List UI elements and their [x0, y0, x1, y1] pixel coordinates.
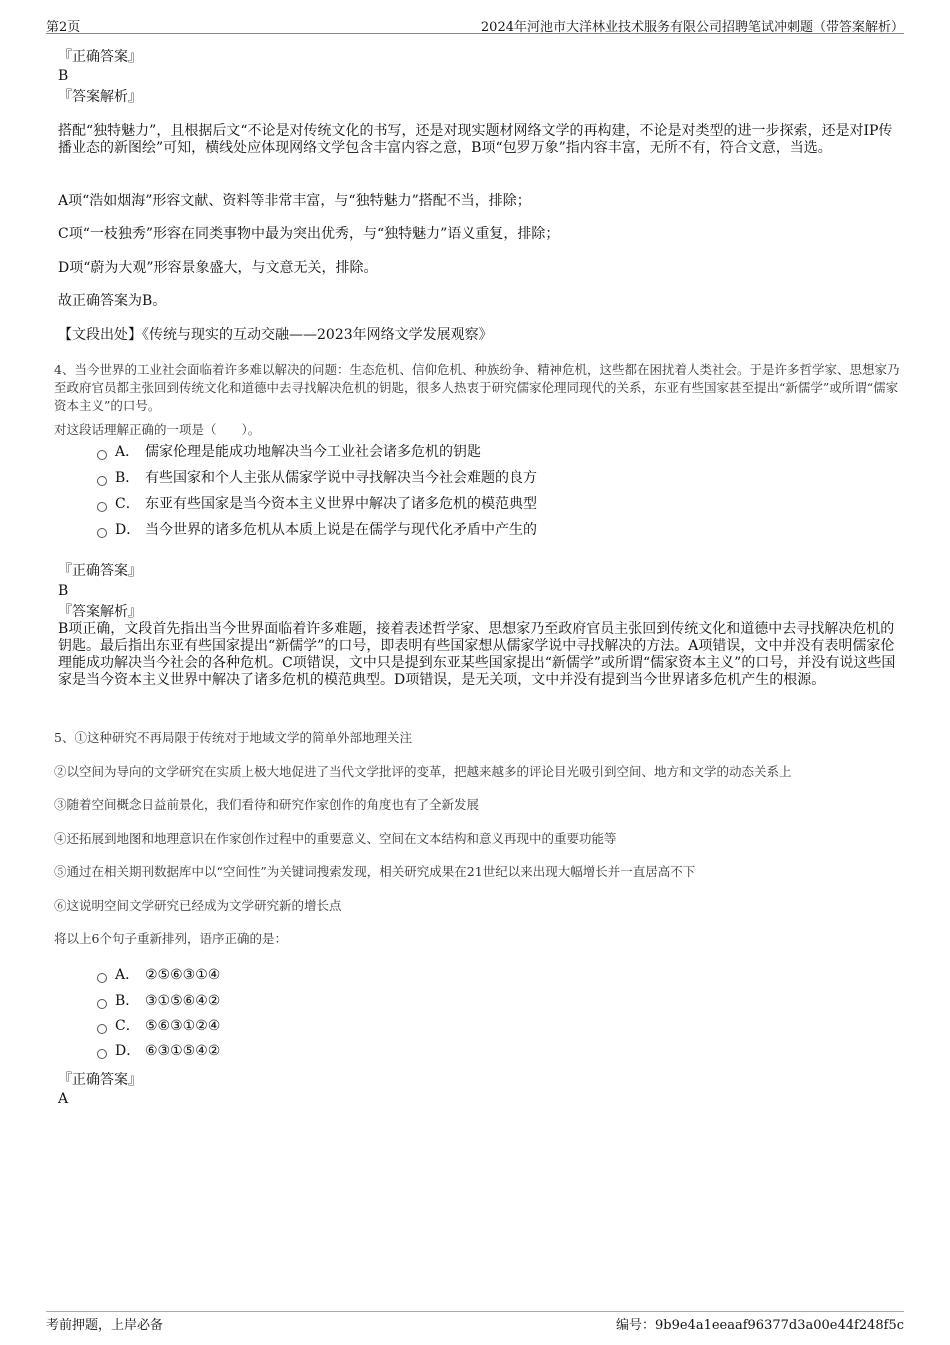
answer-value: B — [58, 68, 69, 84]
analysis-paragraph: B项正确，文段首先指出当今世界面临着许多难题，接着表述哲学家、思想家乃至政府官员主张回到传统文化和道德中去寻找解决危机的钥匙。最后指出东亚有些国家提出“新儒学”的口号，即表明有些国家想从儒家学说中寻找解决的方法。A项错误，文中并没有表明儒家伦理能成功解决当今社会的各种危机。C项错误，文中只是提到东亚某些国家提出“新儒学”或所谓“儒家资本主义”的口号，并没有说这些国家是当今资本主义世界中解决了诸多危机的模范典型。D项错误，是无关项，文中并没有提到当今世界诸多危机产生的根源。 — [58, 621, 896, 688]
radio-icon[interactable] — [97, 450, 107, 460]
question-4-stem: 4、当今世界的工业社会面临着许多难以解决的问题：生态危机、信仰危机、种族纷争、精神危机，这些都在困扰着人类社会。于是许多哲学家、思想家乃至政府官员都主张回到传统文化和道德中去寻找解决危机的钥匙，很多人热衷于研究儒家伦理同现代的关系，东亚有些国家甚至提出“新儒学”或所谓“儒家资本主义”的口号。 — [54, 362, 900, 413]
question-5-sentence-6: ⑥这说明空间文学研究已经成为文学研究新的增长点 — [54, 898, 342, 913]
answer-label: 『正确答案』 — [58, 49, 142, 65]
question-5-sentence-3: ③随着空间概念日益前景化，我们看待和研究作家创作的角度也有了全新发展 — [54, 797, 480, 812]
question-5-prompt: 将以上6个句子重新排列，语序正确的是： — [54, 931, 287, 946]
radio-icon[interactable] — [97, 502, 107, 512]
answer-label: 『正确答案』 — [58, 563, 142, 579]
q5-option-b[interactable]: B． ③①⑤⑥④② — [97, 992, 220, 1010]
analysis-option-a: A项“浩如烟海”形容文献、资料等非常丰富，与“独特魅力”搭配不当，排除； — [58, 193, 531, 209]
answer-label: 『正确答案』 — [58, 1072, 142, 1088]
source-citation: 【文段出处】《传统与现实的互动交融——2023年网络文学发展观察》 — [58, 327, 493, 343]
analysis-option-c: C项“一枝独秀”形容在同类事物中最为突出优秀，与“独特魅力”语义重复，排除； — [58, 226, 560, 242]
question-4-prompt: 对这段话理解正确的一项是（ ）。 — [54, 422, 261, 437]
answer-value: B — [58, 583, 69, 599]
document-title: 2024年河池市大洋林业技术服务有限公司招聘笔试冲刺题（带答案解析） — [480, 20, 904, 35]
radio-icon[interactable] — [97, 1024, 107, 1034]
radio-icon[interactable] — [97, 973, 107, 983]
analysis-label: 『答案解析』 — [58, 604, 142, 620]
radio-icon[interactable] — [97, 999, 107, 1009]
q5-option-c[interactable]: C． ⑤⑥③①②④ — [97, 1017, 220, 1035]
footer-slogan: 考前押题，上岸必备 — [46, 1318, 164, 1333]
q4-option-b[interactable]: B． 有些国家和个人主张从儒家学说中寻找解决当今社会难题的良方 — [97, 469, 537, 487]
footer-divider — [46, 1311, 904, 1312]
question-5-sentence-1: 5、①这种研究不再局限于传统对于地域文学的简单外部地理关注 — [54, 730, 412, 745]
radio-icon[interactable] — [97, 476, 107, 486]
radio-icon[interactable] — [97, 528, 107, 538]
analysis-option-d: D项“蔚为大观”形容景象盛大，与文意无关，排除。 — [58, 260, 378, 276]
q4-option-c[interactable]: C． 东亚有些国家是当今资本主义世界中解决了诸多危机的模范典型 — [97, 495, 537, 513]
q5-option-d[interactable]: D． ⑥③①⑤④② — [97, 1042, 220, 1060]
question-5-sentence-5: ⑤通过在相关期刊数据库中以“空间性”为关键词搜索发现，相关研究成果在21世纪以来出现大幅增长并一直居高不下 — [54, 864, 696, 879]
q4-option-d[interactable]: D． 当今世界的诸多危机从本质上说是在儒学与现代化矛盾中产生的 — [97, 521, 537, 539]
q5-option-a[interactable]: A． ②⑤⑥③①④ — [97, 966, 220, 984]
document-id: 编号：9b9e4a1eeaaf96377d3a00e44f248f5c — [615, 1318, 904, 1333]
page-number: 第2页 — [46, 20, 81, 35]
analysis-label: 『答案解析』 — [58, 89, 142, 105]
header-divider — [46, 33, 904, 34]
answer-value: A — [58, 1091, 69, 1107]
conclusion: 故正确答案为B。 — [58, 293, 167, 309]
q4-option-a[interactable]: A． 儒家伦理是能成功地解决当今工业社会诸多危机的钥匙 — [97, 443, 481, 461]
radio-icon[interactable] — [97, 1049, 107, 1059]
question-5-sentence-2: ②以空间为导向的文学研究在实质上极大地促进了当代文学批评的变革，把越来越多的评论目光吸引到空间、地方和文学的动态关系上 — [54, 764, 792, 779]
question-5-sentence-4: ④还拓展到地图和地理意识在作家创作过程中的重要意义、空间在文本结构和意义再现中的重要功能等 — [54, 831, 617, 846]
analysis-paragraph: 搭配“独特魅力”，且根据后文“不论是对传统文化的书写，还是对现实题材网络文学的再构建，不论是对类型的进一步探索，还是对IP传播业态的新图绘”可知，横线处应体现网络文学包含丰富内容之意，B项“包罗万象”指内容丰富，无所不有，符合文意，当选。 — [58, 123, 893, 156]
